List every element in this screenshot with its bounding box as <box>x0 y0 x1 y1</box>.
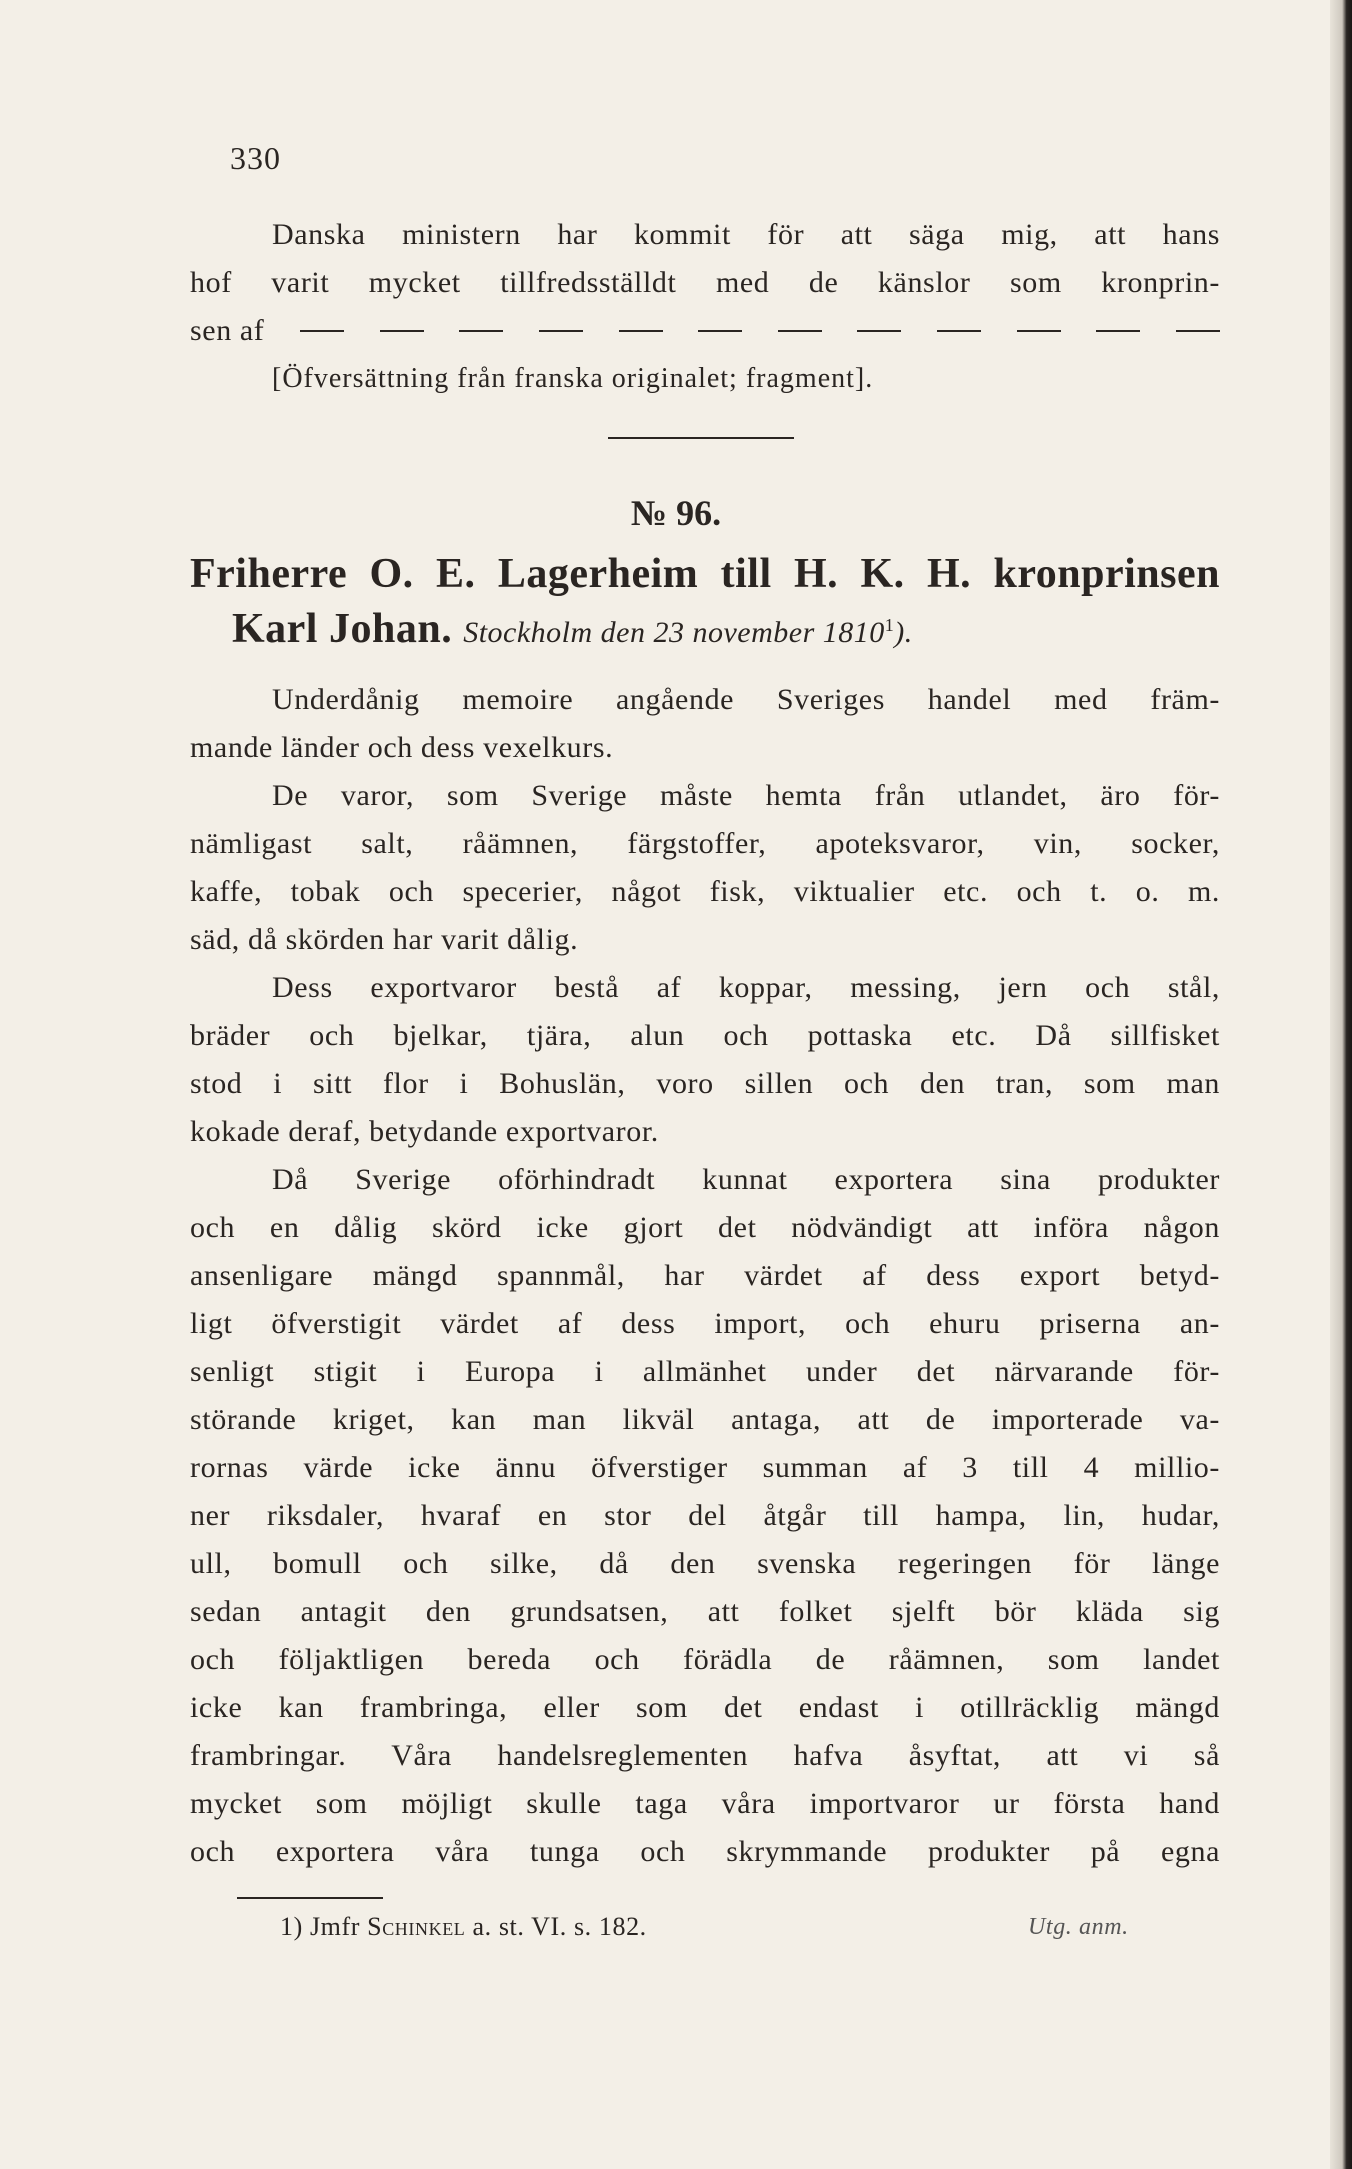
intro-line-3 <box>190 307 1220 355</box>
dash <box>459 330 503 332</box>
dateline <box>463 616 913 649</box>
intro-line-3-text: sen af <box>190 314 265 347</box>
body-line-20: sedan antagit den grundsatsen, att folket sjelft bör kläda sig <box>190 1595 1220 1628</box>
body-line-3: De varor, som Sverige måste hemta från utlandet, äro för- <box>272 779 1220 812</box>
dash <box>539 330 583 332</box>
dash <box>380 330 424 332</box>
body-line-11: Då Sverige oförhindradt kunnat exportera sina produkter <box>272 1163 1220 1196</box>
body-line-5: kaffe, tobak och specerier, något fisk, viktualier etc. och t. o. m. <box>190 875 1220 908</box>
body-line-22: icke kan frambringa, eller som det endast i otillräcklig mängd <box>190 1691 1220 1724</box>
dash <box>857 330 901 332</box>
page-edge <box>1330 0 1352 2169</box>
dash <box>778 330 822 332</box>
body-line-21: och följaktligen bereda och förädla de råämnen, som landet <box>190 1643 1220 1676</box>
dash <box>619 330 663 332</box>
footnote-author: Schinkel <box>367 1912 466 1941</box>
body-line-10: kokade deraf, betydande exportvaror. <box>190 1115 659 1148</box>
footnote <box>280 1907 1129 1947</box>
footnote-reference: a. st. VI. s. 182. <box>472 1912 647 1941</box>
body-line-16: störande kriget, kan man likväl antaga, att de importerade va- <box>190 1403 1220 1436</box>
intro-line-2: hof varit mycket tillfredsställdt med de känslor som kronprin- <box>190 266 1220 299</box>
body-line-12: och en dålig skörd icke gjort det nödvändigt att införa någon <box>190 1211 1220 1244</box>
dash <box>1096 330 1140 332</box>
recipient-name: Karl Johan. <box>232 606 453 652</box>
dateline-text: Stockholm den 23 november 1810 <box>463 616 885 649</box>
letter-title-line-2 <box>232 605 913 653</box>
body-line-25: och exportera våra tunga och skrymmande produkter på egna <box>190 1835 1220 1868</box>
letter-number: № 96. <box>630 493 722 533</box>
footnote-marker: 1 <box>884 615 895 635</box>
body-line-14: ligt öfverstigit värdet af dess import, och ehuru priserna an- <box>190 1307 1220 1340</box>
letter-title-line-1: Friherre O. E. Lagerheim till H. K. H. kronprinsen <box>190 551 1220 597</box>
body-line-8: bräder och bjelkar, tjära, alun och pottaska etc. Då sillfisket <box>190 1019 1220 1052</box>
body-line-24: mycket som möjligt skulle taga våra importvaror ur första hand <box>190 1787 1220 1820</box>
dateline-closing: ). <box>894 616 913 649</box>
dash <box>698 330 742 332</box>
body-line-7: Dess exportvaror bestå af koppar, messing, jern och stål, <box>272 971 1220 1004</box>
body-line-13: ansenligare mängd spannmål, har värdet af dess export betyd- <box>190 1259 1220 1292</box>
section-rule <box>608 437 794 439</box>
body-line-9: stod i sitt flor i Bohuslän, voro sillen och den tran, som man <box>190 1067 1220 1100</box>
dash <box>1176 330 1220 332</box>
body-line-15: senligt stigit i Europa i allmänhet under det närvarande för- <box>190 1355 1220 1388</box>
body-line-17: rornas värde icke ännu öfverstiger summan af 3 till 4 millio- <box>190 1451 1220 1484</box>
dash <box>300 330 344 332</box>
body-line-4: nämligast salt, råämnen, färgstoffer, apoteksvaror, vin, socker, <box>190 827 1220 860</box>
body-line-1: Underdånig memoire angående Sveriges handel med främ- <box>272 683 1220 716</box>
footnote-rule <box>237 1897 383 1899</box>
page-number: 330 <box>230 140 281 176</box>
dash <box>937 330 981 332</box>
footnote-marker-text: 1) Jmfr <box>280 1912 361 1941</box>
body-line-6: säd, då skörden har varit dålig. <box>190 923 579 956</box>
intro-line-1: Danska ministern har kommit för att säga mig, att hans <box>272 218 1220 251</box>
body-line-23: frambringar. Våra handelsreglementen hafva åsyftat, att vi så <box>190 1739 1220 1772</box>
body-line-19: ull, bomull och silke, då den svenska regeringen för länge <box>190 1547 1220 1580</box>
dash <box>1017 330 1061 332</box>
body-line-2: mande länder och dess vexelkurs. <box>190 731 614 764</box>
body-line-18: ner riksdaler, hvaraf en stor del åtgår till hampa, lin, hudar, <box>190 1499 1220 1532</box>
editor-annotation: Utg. anm. <box>1028 1914 1129 1940</box>
translation-note: [Öfversättning från franska originalet; fragment]. <box>272 363 874 394</box>
